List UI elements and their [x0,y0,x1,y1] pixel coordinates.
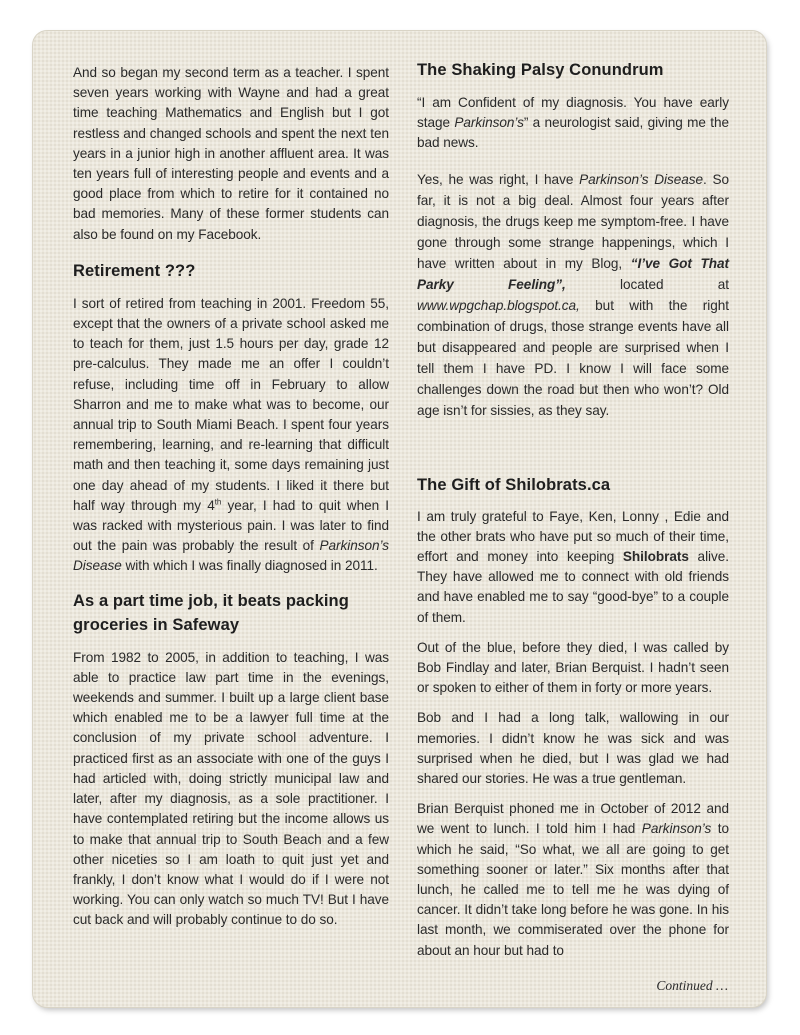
heading-retirement: Retirement ??? [73,261,196,280]
heading-shaking-palsy: The Shaking Palsy Conundrum [417,61,664,79]
blog-url: www.wpgchap.blogspot.ca, [417,297,580,313]
blog-title: “I’ve Got That Parky Feeling”, [417,255,729,292]
paragraph-law-practice: From 1982 to 2005, in addition to teaching, I was able to practice law part time in the evenings, weekends and summer. I built up a large client base which enabled me to be a lawyer full time at the conclusion of my private school adventure. I practiced first as an associate with one of the guys I had articled with, doing strictly municipal law and later, after my diagnosis, as a sole practitioner. I have contemplated retiring but the income allows us to make that annual trip to South Beach and a few other niceties so I am loath to quit just yet and frankly, I don’t know what I would do if I were not working. You can only watch so much TV! But I have cut back and will probably continue to do so. [73,649,389,928]
page [33,31,766,1007]
continued-label: Continued … [656,978,728,993]
paragraph-parkinsons: Yes, he was right, I have Parkinson’s Disease. So far, it is not a big deal. Almost four years after diagnosis, the drugs keep me symptom-free. I have gone through some strange happenings, which I have written about in my Blog, “I’ve Got That Parky Feeling”, located at www.wpgchap.blogspot.ca, but with the right combination of drugs, those strange events have all but disappeared and people are surprised when I tell them I have PD. I know I will face some challenges down the road but then who won’t? Old age isn’t for sissies, as they say. [417,171,729,418]
paragraph-grateful: I am truly grateful to Faye, Ken, Lonny , Edie and the other brats who have put so much of their time, effort and money into keeping Shilobrats alive. They have allowed me to connect with old friends and have enabled me to say “good-bye” to a couple of them. [417,508,729,625]
paragraph-second-term: And so began my second term as a teacher. I spent seven years working with Wayne and had a great time teaching Mathematics and English but I got restless and changed schools and spent the next ten years in a junior high in another affluent area. It was ten years full of interesting people and events and a good place from which to retire for it contained no bad memories. Many of these former students can also be found on my Facebook. [73,65,389,242]
heading-part-time-job: As a part time job, it beats packing groceries in Safeway [73,591,349,634]
left-column [73,31,389,941]
paragraph-diagnosis-quote: “I am Confident of my diagnosis. You have early stage Parkinson’s” a neurologist said, giving me the bad news. [417,95,729,151]
paragraph-retirement: I sort of retired from teaching in 2001. Freedom 55, except that the owners of a private school asked me to teach for them, just 1.5 hours per day, grade 12 pre-calculus. They made me an offer I couldn’t refuse, including time off in February to allow Sharron and me to make what was to become, our annual trip to South Miami Beach. I spent four years remembering, learning, and re-learning that difficult math and then teaching it, some days remaining just one day ahead of my students. I liked it there but half way through my 4th year, I had to quit when I was racked with mysterious pain. I was later to find out the pain was probably the result of Parkinson’s Disease with which I was finally diagnosed in 2011. [73,295,389,574]
right-column [417,31,729,971]
paragraph-brian-berquist: Brian Berquist phoned me in October of 2012 and we went to lunch. I told him I had Parkinson’s to which he said, “So what, we all are going to get something sooner or later.” Six months after that lunch, he called me to tell me he was dying of cancer. It didn’t take long before he was gone. In his last month, we commiserated over the phone for about an hour but had to [417,801,729,958]
heading-gift-of-shilobrats: The Gift of Shilobrats.ca [417,475,611,494]
paragraph-out-of-the-blue: Out of the blue, before they died, I was called by Bob Findlay and later, Brian Berquist. I hadn’t seen or spoken to either of them in forty or more years. [417,639,729,696]
paragraph-bob-findlay: Bob and I had a long talk, wallowing in our memories. I didn’t know he was sick and was surprised when he died, but I was glad we had shared our stories. He was a true gentleman. [417,710,729,787]
